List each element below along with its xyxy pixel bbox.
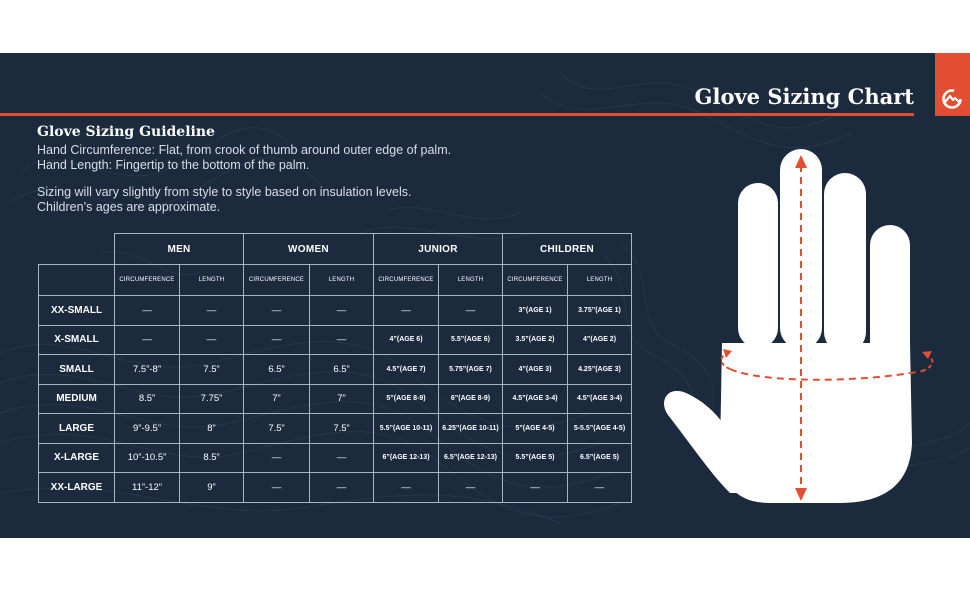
table-cell: 4.5”(AGE 7)	[374, 355, 439, 385]
table-row	[39, 443, 632, 473]
table-cell: 4”(AGE 3)	[503, 355, 568, 385]
table-cell: 4.5”(AGE 3-4)	[568, 384, 632, 414]
size-label: XX-LARGE	[39, 473, 115, 503]
table-cell: 5.5”(AGE 10-11)	[374, 414, 439, 444]
group-header-row	[39, 234, 632, 265]
table-cell: 7.5”-8”	[115, 355, 180, 385]
table-cell: 6.5”	[244, 355, 310, 385]
table-cell: 9”-9.5”	[115, 414, 180, 444]
group-header-children: CHILDREN	[503, 234, 632, 265]
subheader-row	[39, 265, 632, 296]
size-label: X-LARGE	[39, 443, 115, 473]
table-cell: 4”(AGE 6)	[374, 325, 439, 355]
size-label: LARGE	[39, 414, 115, 444]
size-label: MEDIUM	[39, 384, 115, 414]
table-cell: 5”(AGE 4-5)	[503, 414, 568, 444]
table-cell: 7.5”	[180, 355, 244, 385]
table-cell: —	[503, 473, 568, 503]
table-cell: —	[244, 473, 310, 503]
table-cell: 6”(AGE 8-9)	[439, 384, 503, 414]
table-cell: 6.25”(AGE 10-11)	[439, 414, 503, 444]
table-row	[39, 473, 632, 503]
table-cell: 6.5”	[310, 355, 374, 385]
table-cell: 7.75”	[180, 384, 244, 414]
table-cell: 3”(AGE 1)	[503, 296, 568, 326]
table-cell: —	[374, 473, 439, 503]
table-cell: 5.5”(AGE 6)	[439, 325, 503, 355]
blank-corner	[39, 234, 115, 265]
subheader-children-length: LENGTH	[568, 265, 632, 296]
subheader-junior-length: LENGTH	[439, 265, 503, 296]
guideline-title: Glove Sizing Guideline	[37, 124, 215, 140]
size-label: SMALL	[39, 355, 115, 385]
guideline-length: Hand Length: Fingertip to the bottom of the palm.	[37, 158, 310, 172]
subheader-children-circumference: CIRCUMFERENCE	[503, 265, 568, 296]
table-cell: 4.5”(AGE 3-4)	[503, 384, 568, 414]
size-column-header	[39, 265, 115, 296]
sizing-guideline	[37, 124, 557, 215]
group-header-women: WOMEN	[244, 234, 374, 265]
table-cell: —	[568, 473, 632, 503]
guideline-circumference: Hand Circumference: Flat, from crook of thumb around outer edge of palm.	[37, 143, 452, 157]
table-cell: 3.5”(AGE 2)	[503, 325, 568, 355]
hand-silhouette	[664, 149, 912, 503]
table-row	[39, 384, 632, 414]
table-cell: 6.5”(AGE 5)	[568, 443, 632, 473]
table-cell: 5.75”(AGE 7)	[439, 355, 503, 385]
table-cell: —	[115, 325, 180, 355]
table-cell: 5”(AGE 8-9)	[374, 384, 439, 414]
table-cell: —	[180, 325, 244, 355]
subheader-women-length: LENGTH	[310, 265, 374, 296]
table-cell: —	[374, 296, 439, 326]
table-cell: —	[439, 296, 503, 326]
table-cell: —	[310, 325, 374, 355]
table-cell: —	[310, 296, 374, 326]
table-cell: —	[244, 325, 310, 355]
group-header-men: MEN	[115, 234, 244, 265]
table-cell: —	[310, 473, 374, 503]
table-cell: 5-5.5”(AGE 4-5)	[568, 414, 632, 444]
guideline-insulation-note: Sizing will vary slightly from style to style based on insulation levels.	[37, 185, 412, 199]
table-row	[39, 325, 632, 355]
subheader-men-length: LENGTH	[180, 265, 244, 296]
table-cell: 4.25”(AGE 3)	[568, 355, 632, 385]
size-label: XX-SMALL	[39, 296, 115, 326]
hand-measurement-icon	[660, 143, 950, 508]
table-cell: 10”-10.5”	[115, 443, 180, 473]
table-cell: 9”	[180, 473, 244, 503]
brand-logo-icon	[941, 88, 963, 110]
table-cell: —	[244, 443, 310, 473]
subheader-junior-circumference: CIRCUMFERENCE	[374, 265, 439, 296]
table-cell: 7.5”	[310, 414, 374, 444]
table-cell: 7”	[244, 384, 310, 414]
subheader-women-circumference: CIRCUMFERENCE	[244, 265, 310, 296]
table-row	[39, 296, 632, 326]
table-row	[39, 414, 632, 444]
table-row	[39, 355, 632, 385]
size-table	[38, 233, 632, 503]
table-cell: 8.5”	[180, 443, 244, 473]
table-cell: —	[115, 296, 180, 326]
table-cell: 11”-12”	[115, 473, 180, 503]
table-cell: 7.5”	[244, 414, 310, 444]
table-cell: —	[439, 473, 503, 503]
table-cell: 8.5”	[115, 384, 180, 414]
size-label: X-SMALL	[39, 325, 115, 355]
table-cell: 6.5”(AGE 12-13)	[439, 443, 503, 473]
table-cell: —	[310, 443, 374, 473]
subheader-men-circumference: CIRCUMFERENCE	[115, 265, 180, 296]
table-cell: 3.75”(AGE 1)	[568, 296, 632, 326]
group-header-junior: JUNIOR	[374, 234, 503, 265]
sizing-chart-panel	[0, 53, 970, 538]
table-cell: 8”	[180, 414, 244, 444]
header-rule	[0, 113, 914, 116]
guideline-ages-note: Children’s ages are approximate.	[37, 200, 221, 214]
table-cell: 5.5”(AGE 5)	[503, 443, 568, 473]
table-cell: —	[180, 296, 244, 326]
chart-title: Glove Sizing Chart	[694, 84, 914, 109]
table-cell: 4”(AGE 2)	[568, 325, 632, 355]
table-cell: 7”	[310, 384, 374, 414]
table-cell: —	[244, 296, 310, 326]
brand-logo	[935, 53, 970, 116]
table-cell: 6”(AGE 12-13)	[374, 443, 439, 473]
